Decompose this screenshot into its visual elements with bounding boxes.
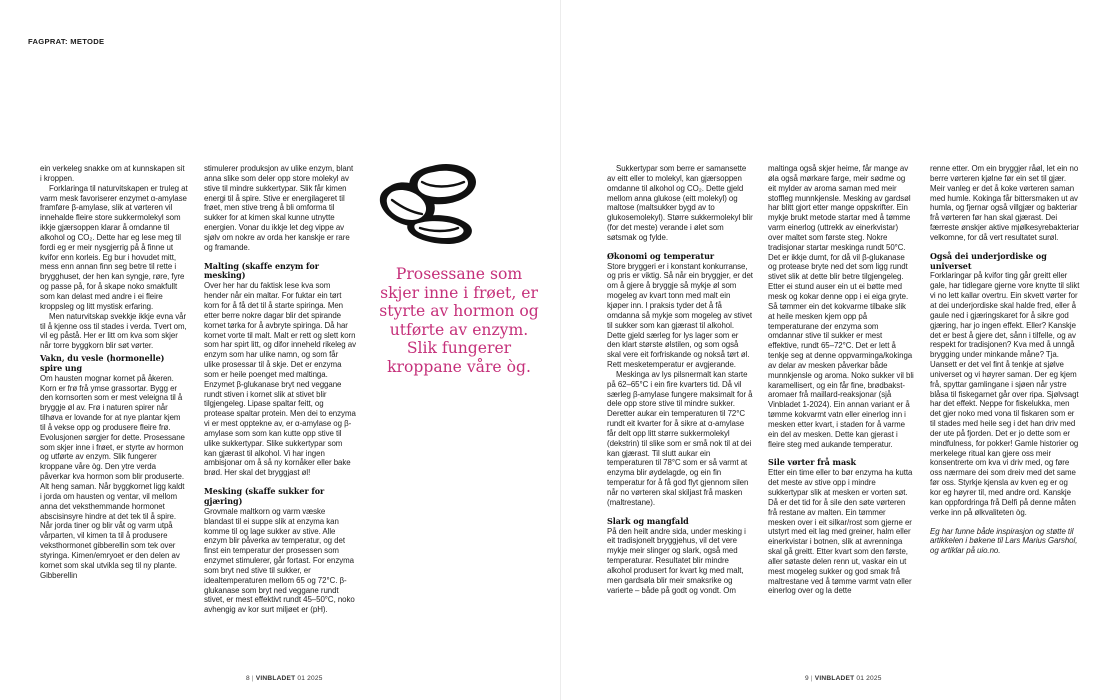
section-label bbox=[28, 37, 104, 46]
page-footer-right: 9 | VINBLADET 01 2025 bbox=[805, 675, 882, 682]
paragraph: Meskinga av lys pilsnermalt kan starte på 62–65°C i ein fire kvarters tid. Då vil særleg β-amylase fungere maksimalt for å dele opp store stive til mindre sukker. Deretter aukar ein temperaturen til 72°C rundt eit kvarter for å sikre at α-amylase får delt opp litt større sukkermolekyl (dekstrin) til slike som er små nok til at dei kan gjærast. Til slutt aukar ein temperaturen til 78°C som er så varmt at enzyma blir øydelagde, og ein fin temperatur for å få god flyt gjennom silen når no vørteren skal skiljast frå masken (maltrestane). bbox=[607, 369, 753, 507]
issue-label: 01 2025 bbox=[297, 675, 323, 682]
subheading: Slark og mangfald bbox=[607, 515, 689, 526]
text-column-5 bbox=[930, 164, 1080, 556]
pull-quote bbox=[366, 265, 552, 377]
section-label-text: FAGPRAT: METODE bbox=[28, 37, 105, 46]
paragraph: Sukkertypar som berre er samansette av eitt eller to molekyl, kan gjærsoppen omdanne til alkohol og CO₂. Dette gjeld mellom anna glukose (eitt molekyl) og maltose (maltsukker bygd av to glukosemolekyl). Større sukkermolekyl blir (for det meste) verande i ølet som søtsmak og fylde. bbox=[607, 164, 753, 242]
subheading: Mesking (skaffe sukker for gjæring) bbox=[204, 486, 325, 506]
paragraph: Over her har du faktisk lese kva som hender når ein maltar. For fuktar ein tørt korn for å få det til å starte spiringa. Men etter berre nokre dagar blir det spirande kornet tørka for å avbryte spiringa. Då har kornet vorte til malt. Malt er rett og slett korn som har spirt litt, og difor inneheld rikeleg av enzym som har ulike namn, og som får ulike prosessar til å skje. Det er enzyma som er heile poenget med maltinga. Enzymet β-glukanase bryt ned veggane rundt stiven i kornet slik at stivet blir tilgjengeleg. Lipase spaltar feitt, og protease spaltar protein. Men dei to enzyma vi er mest opptekne av, er α-amylase og β-amylase som som kan kutte opp stive til ulike sukkertypar. Slike sukkertypar som kan gjærast til alkohol. Vi har ingen ambisjonar om å så ny kornåker eller bake brød. Her skal det bryggjast øl! bbox=[204, 281, 356, 478]
subheading: Malting (skaffe enzym for mesking) bbox=[204, 260, 319, 281]
magazine-name: VINBLADET bbox=[814, 675, 855, 682]
issue-label: 01 2025 bbox=[856, 675, 882, 682]
pull-quote-line: styrte av hormon og bbox=[379, 302, 539, 321]
paragraph: maltinga også skjer heime, får mange av øla også mørkare farge, meir sødme og eit mylder av aroma saman med meir stoffleg munnkjensle. Mesking av gardsøl har blitt gjort etter mange oppskrifter. Ein mykje brukt metode startar med å tømme varm einerlog (uttrekk av einerkvistar) over maltet som første steg. Nokre tradisjonar startar meskinga rundt 50°C. Det er ikkje dumt, for då vil β-glukanase og protease bryte ned det som ligg rundt stivet slik at dette blir betre tilgjengeleg. Etter ei stund auser ein ut ei bøtte med mesk og kokar denne opp i ei eiga gryte. Så tømmer ein det kokvarme tilbake slik at heile mesken kjem opp på temperaturane der enzyma som omdannar stive til sukker er mest effektive, rundt 65–72°C. Det er lett å tenkje seg at denne oppvarminga/kokinga av delar av mesken påverkar både munnkjensle og aroma. Noko sukker vil bli karamellisert, og ein får fine, brødbakst-aromaer frå maillard-reaksjonar (sjå Vinbladet 1-2024). Ein annan variant er å tømme kokvarmt vatn eller einerlog inn i mesken etter kvart, i staden for å varme ein del av mesken. Dette kan gjerast i fleire steg med aukande temperatur. bbox=[768, 164, 914, 449]
text-column-3 bbox=[607, 164, 753, 595]
source-note: Eg har funne både inspirasjon og støtte til artikkelen i bøkene til Lars Marius Garshol, og artiklar på uio.no. bbox=[930, 526, 1078, 556]
subheading: Vakn, du vesle (hormonelle) spire ung bbox=[40, 353, 165, 373]
subheading: Også dei underjordiske og universet bbox=[930, 250, 1047, 271]
paragraph: Men naturvitskap svekkje ikkje evna vår til å kjenne oss til stades i verda. Tvert om, vil eg påstå. Her er litt om kva som skjer når torre byggkorn blir søt vørter. bbox=[40, 311, 187, 351]
paragraph: stimulerer produksjon av ulike enzym, blant anna slike som deler opp store molekyl av stive til mindre sukkertypar. Slik får kimen energi til å spire. Stive er energilageret til frøet, men stive treng å bli omforma til sukker for at kimen skal kunne utnytte energien. Vonar du ikkje let deg vippe av sjølv om nokre av orda her kanskje er rare og framande. bbox=[204, 164, 354, 252]
pull-quote-line: skjer inne i frøet, er bbox=[380, 283, 538, 302]
subheading: Økonomi og temperatur bbox=[607, 250, 715, 261]
page-number: 9 bbox=[805, 675, 809, 682]
page-number: 8 bbox=[246, 675, 250, 682]
text-column-1 bbox=[40, 164, 188, 580]
text-column-2 bbox=[204, 164, 356, 615]
seed-shapes-icon bbox=[372, 160, 482, 250]
paragraph: Om hausten mognar kornet på åkeren. Korn er frø frå ymse grassortar. Bygg er den kornsorten som er mest veleigna til å bryggje øl av. Frø i naturen spirer når tilhøva er lovande for at nye plantar kjem til å vekse opp og produsere fleire frø. Evolusjonen sørgjer for dette. Prosessane som skjer inne i frøet, er styrte av hormon og utførte av enzym. Slik fungerer kroppane våre òg. Den ytre verda påverkar kva hormon som blir produserte. Alt heng saman. Når byggkornet ligg kaldt i jorda om hausten og ventar, vil mellom anna det veksthemmande hormonet abscisinsyre hindre at det tek til å spire. Når jorda tiner og blir våt og varm utpå vårparten, vil kimen ta til å produsere veksthormonet gibberellin som tek over styringa. Kimen/emryoet er den delen av kornet som skal utvikla seg til ny plante. Gibberellin bbox=[40, 373, 185, 580]
pull-quote-line: utførte av enzym. bbox=[389, 320, 529, 339]
pull-quote-line: Prosessane som bbox=[395, 265, 523, 283]
paragraph: renne etter. Om ein bryggjer råøl, let ein no berre vørteren kjølne før ein set til gjær. Meir vanleg er det å koke vørteren saman med humle. Kokinga får bittersmaken ut av humla, og fjernar også villgjær og bakteriar frå vørteren før han skal gjærast. Dei færreste ønskjer aktive mjølkesyrebakteriar velkomne, for då vert resultatet surøl. bbox=[930, 164, 1080, 242]
subheading: Sile vørter frå mask bbox=[768, 457, 857, 468]
paragraph: Forklaringar på kvifor ting går greitt eller gale, har tidlegare gjerne vore knytte til slikt vi no lett kallar overtru. Ein skvett vørter for at dei underjordiske skal halde fred, eller å gaule ned i gjæringskaret for å sikre god gjæring, har jo ingen effekt. Eller? Kanskje det er best å gjere det, sånn i tilfelle, og av respekt for tradisjonen? Kva med å unngå brygging under minkande måne? Tja. Uansett er det vel fint å tenkje at sjølve universet og vi høyrer saman. Der eg kjem frå, spyttar gamlingane i sjøen når ystre blåsa til fiskegarnet går over ripa. Sjølvsagt har det effekt. Neppe for fiskelukka, men det gjer noko med vona til fiskaren som er til stades med heile seg i det han driv med der ute på fjorden. Det er jo dette som er mindfulness, for pokker! Gamle historier og merkelege ritual kan gjere oss meir konsentrerte om kva vi driv med, og føre oss nærmare dei som dreiv med det same før oss. Styrkje kjensla av kven eg er og kor eg høyrer til, med andre ord. Kanskje kan oppfordringa frå Delfi på denne måten verke inn på ølkvaliteten òg. bbox=[930, 271, 1080, 517]
paragraph: Store bryggeri er i konstant konkurranse, og pris er viktig. Så når ein bryggjer, er det om å gjere å bryggje så mykje øl som mogeleg av kvart tonn med malt ein kjøper inn. I praksis tyder det å få omdanna så mykje som mogeleg av stivet til sukker som kan gjærast til alkohol. Dette gjeld særleg for lys lager som er den klart største ølstilen, og som også skal vere eit forfriskande og nokså tørt øl. Rett mesketemperatur er avgjerande. bbox=[607, 261, 753, 370]
pull-quote-line: Slik fungerer bbox=[406, 339, 512, 358]
paragraph: ein verkeleg snakke om at kunnskapen sit i kroppen. bbox=[40, 164, 185, 183]
paragraph: Etter ein time eller to bør enzyma ha kutta det meste av stive opp i mindre sukkertypar slik at mesken er vorten søt. Då er det tid for å sile den søte vørteren frå restane av malten. Ein tømmer mesken over i eit silkar/rost som gjerne er utstyrt med eit lag med greiner, halm eller einerkvistar i botnen, slik at avrenninga skal gå greitt. Etter kvart som den første, aller søtaste delen renn ut, vaskar ein ut mest mogeleg sukker og god smak frå maltrestane ved å tømme varmt vatn eller einerlog over og la dette bbox=[768, 468, 913, 596]
page-footer-left: 8 | VINBLADET 01 2025 bbox=[246, 675, 323, 682]
text-column-4 bbox=[768, 164, 914, 596]
paragraph: På den heilt andre sida, under mesking i eit tradisjonelt bryggjehus, vil det vere mykje meir slinger og slark, også med temperaturar. Resultatet blir mindre alkohol produsert for kvart kg med malt, men gardsøla blir meir smaksrike og varierte – både på godt og vondt. Om bbox=[607, 526, 746, 595]
paragraph: Forklaringa til naturvitskapen er truleg at varm mesk favoriserer enzymet α-amylase framføre β-amylase, slik at vørteren vil innehalde fleire store sukkermolekyl som ikkje gjærsoppen klarar å omdanne til alkohol og CO₂. Dette har eg lese meg til fordi eg er meir nysgjerrig på å finne ut kvifor enn korleis. Eg bur i hovudet mitt, mess enn annan finn seg betre til rette i brygghuset, der hen kan syngje, røre, fyre og passe på, for å skape noko smakfullt som kan delast med andre i ei fleire kroppsleg og litt mystisk erfaring. bbox=[40, 183, 188, 311]
spread-gutter bbox=[560, 0, 561, 700]
magazine-name: VINBLADET bbox=[255, 675, 296, 682]
paragraph: Grovmale maltkorn og varm væske blandast til ei suppe slik at enzyma kan komme til og lage sukker av stive. Alle enzym blir påverka av temperatur, og det finst ein temperatur der prosessen som enzymet stimulerer, går fortast. For enzyma som bryt ned stive til sukker, er idealtemperaturen mellom 65 og 72°C. β-glukanase som bryt ned veggane rundt stivet, er mest effektivt rundt 45–50°C, noko avhengig av kor surt miljøet er (pH). bbox=[204, 506, 355, 615]
pull-quote-line: kroppane våre òg. bbox=[387, 357, 531, 376]
